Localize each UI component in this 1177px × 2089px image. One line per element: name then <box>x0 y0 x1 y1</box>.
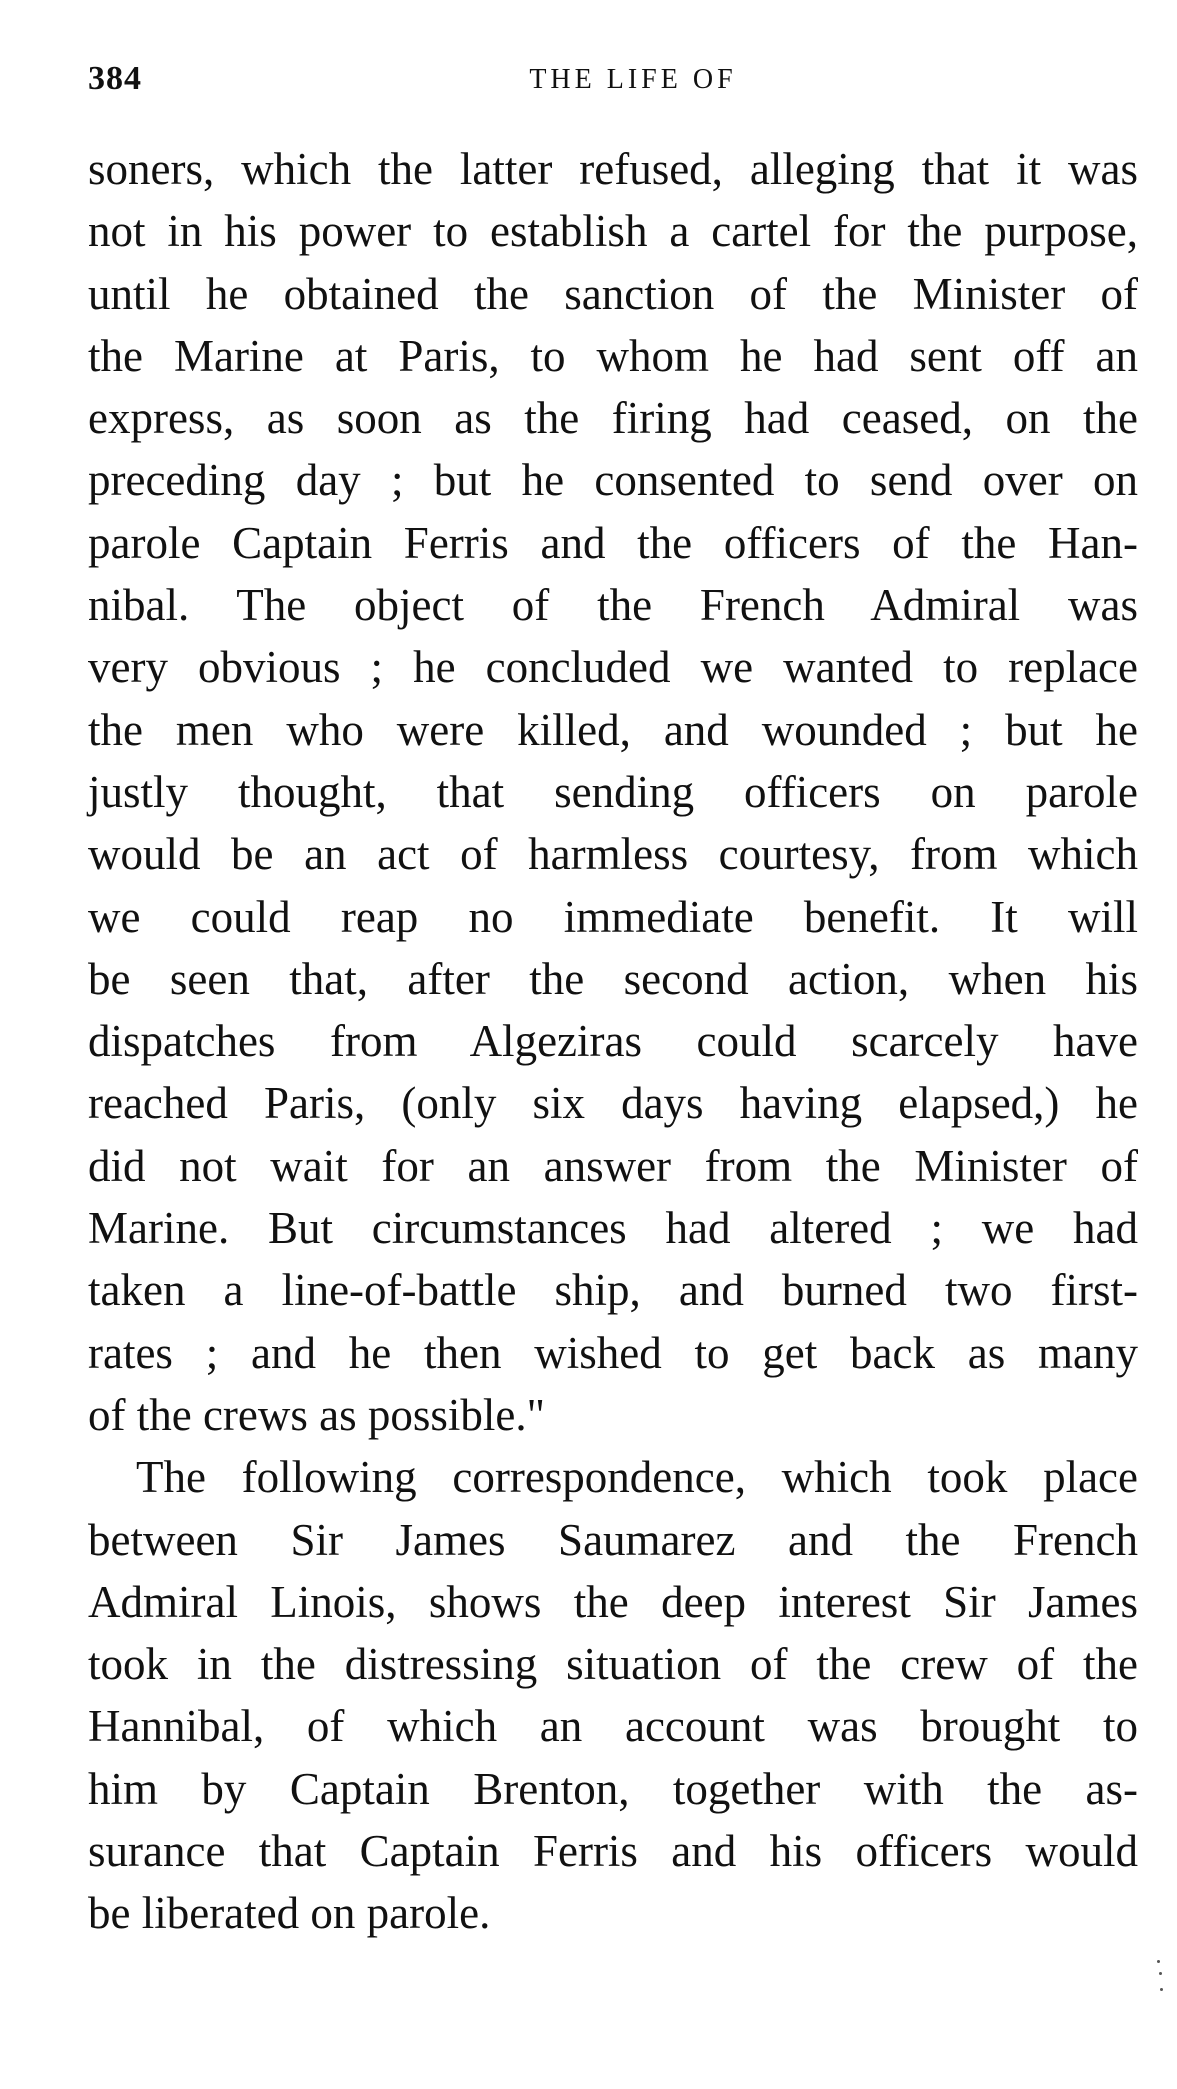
text-line: nibal. The object of the French Admiral was <box>88 580 1138 631</box>
text-line: surance that Captain Ferris and his officers would <box>88 1826 1138 1877</box>
paragraph-1 <box>88 138 1138 1446</box>
text-line: the Marine at Paris, to whom he had sent off an <box>88 330 1138 381</box>
text-line: reached Paris, (only six days having elapsed,) he <box>88 1078 1138 1129</box>
text-line: Hannibal, of which an account was brought to <box>88 1701 1138 1752</box>
text-line: parole Captain Ferris and the officers of the Han- <box>88 517 1138 568</box>
page-number: 384 <box>88 60 142 97</box>
text-line: Marine. But circumstances had altered ; we had <box>88 1203 1138 1254</box>
text-line: between Sir James Saumarez and the French <box>88 1514 1138 1565</box>
text-line: The following correspondence, which took place <box>136 1452 1138 1503</box>
page-header <box>88 60 1138 110</box>
text-line: dispatches from Algeziras could scarcely have <box>88 1016 1138 1067</box>
paragraph-2 <box>88 1446 1138 1944</box>
text-line: not in his power to establish a cartel for the purpose, <box>88 206 1138 257</box>
text-line: would be an act of harmless courtesy, from which <box>88 829 1138 880</box>
text-line: be seen that, after the second action, when his <box>88 953 1138 1004</box>
text-line: him by Captain Brenton, together with the as- <box>88 1763 1138 1814</box>
text-line: of the crews as possible." <box>88 1389 546 1440</box>
text-line: very obvious ; he concluded we wanted to replace <box>88 642 1138 693</box>
scan-speck-marks <box>1157 1960 1163 2000</box>
text-line: justly thought, that sending officers on parole <box>88 766 1138 817</box>
text-line: the men who were killed, and wounded ; but he <box>88 704 1138 755</box>
running-head: THE LIFE OF <box>529 64 737 95</box>
text-line: we could reap no immediate benefit. It will <box>88 891 1138 942</box>
text-line: Admiral Linois, shows the deep interest Sir James <box>88 1576 1138 1627</box>
text-line: rates ; and he then wished to get back as many <box>88 1327 1138 1378</box>
text-line: be liberated on parole. <box>88 1888 491 1939</box>
text-line: preceding day ; but he consented to send over on <box>88 455 1138 506</box>
text-line: express, as soon as the firing had ceased, on the <box>88 393 1138 444</box>
text-line: did not wait for an answer from the Minister of <box>88 1140 1138 1191</box>
text-line: until he obtained the sanction of the Minister of <box>88 268 1138 319</box>
text-line: soners, which the latter refused, alleging that it was <box>88 144 1138 194</box>
text-line: taken a line-of-battle ship, and burned two first- <box>88 1265 1138 1316</box>
text-line: took in the distressing situation of the crew of the <box>88 1639 1138 1690</box>
body-text <box>88 138 1138 1945</box>
